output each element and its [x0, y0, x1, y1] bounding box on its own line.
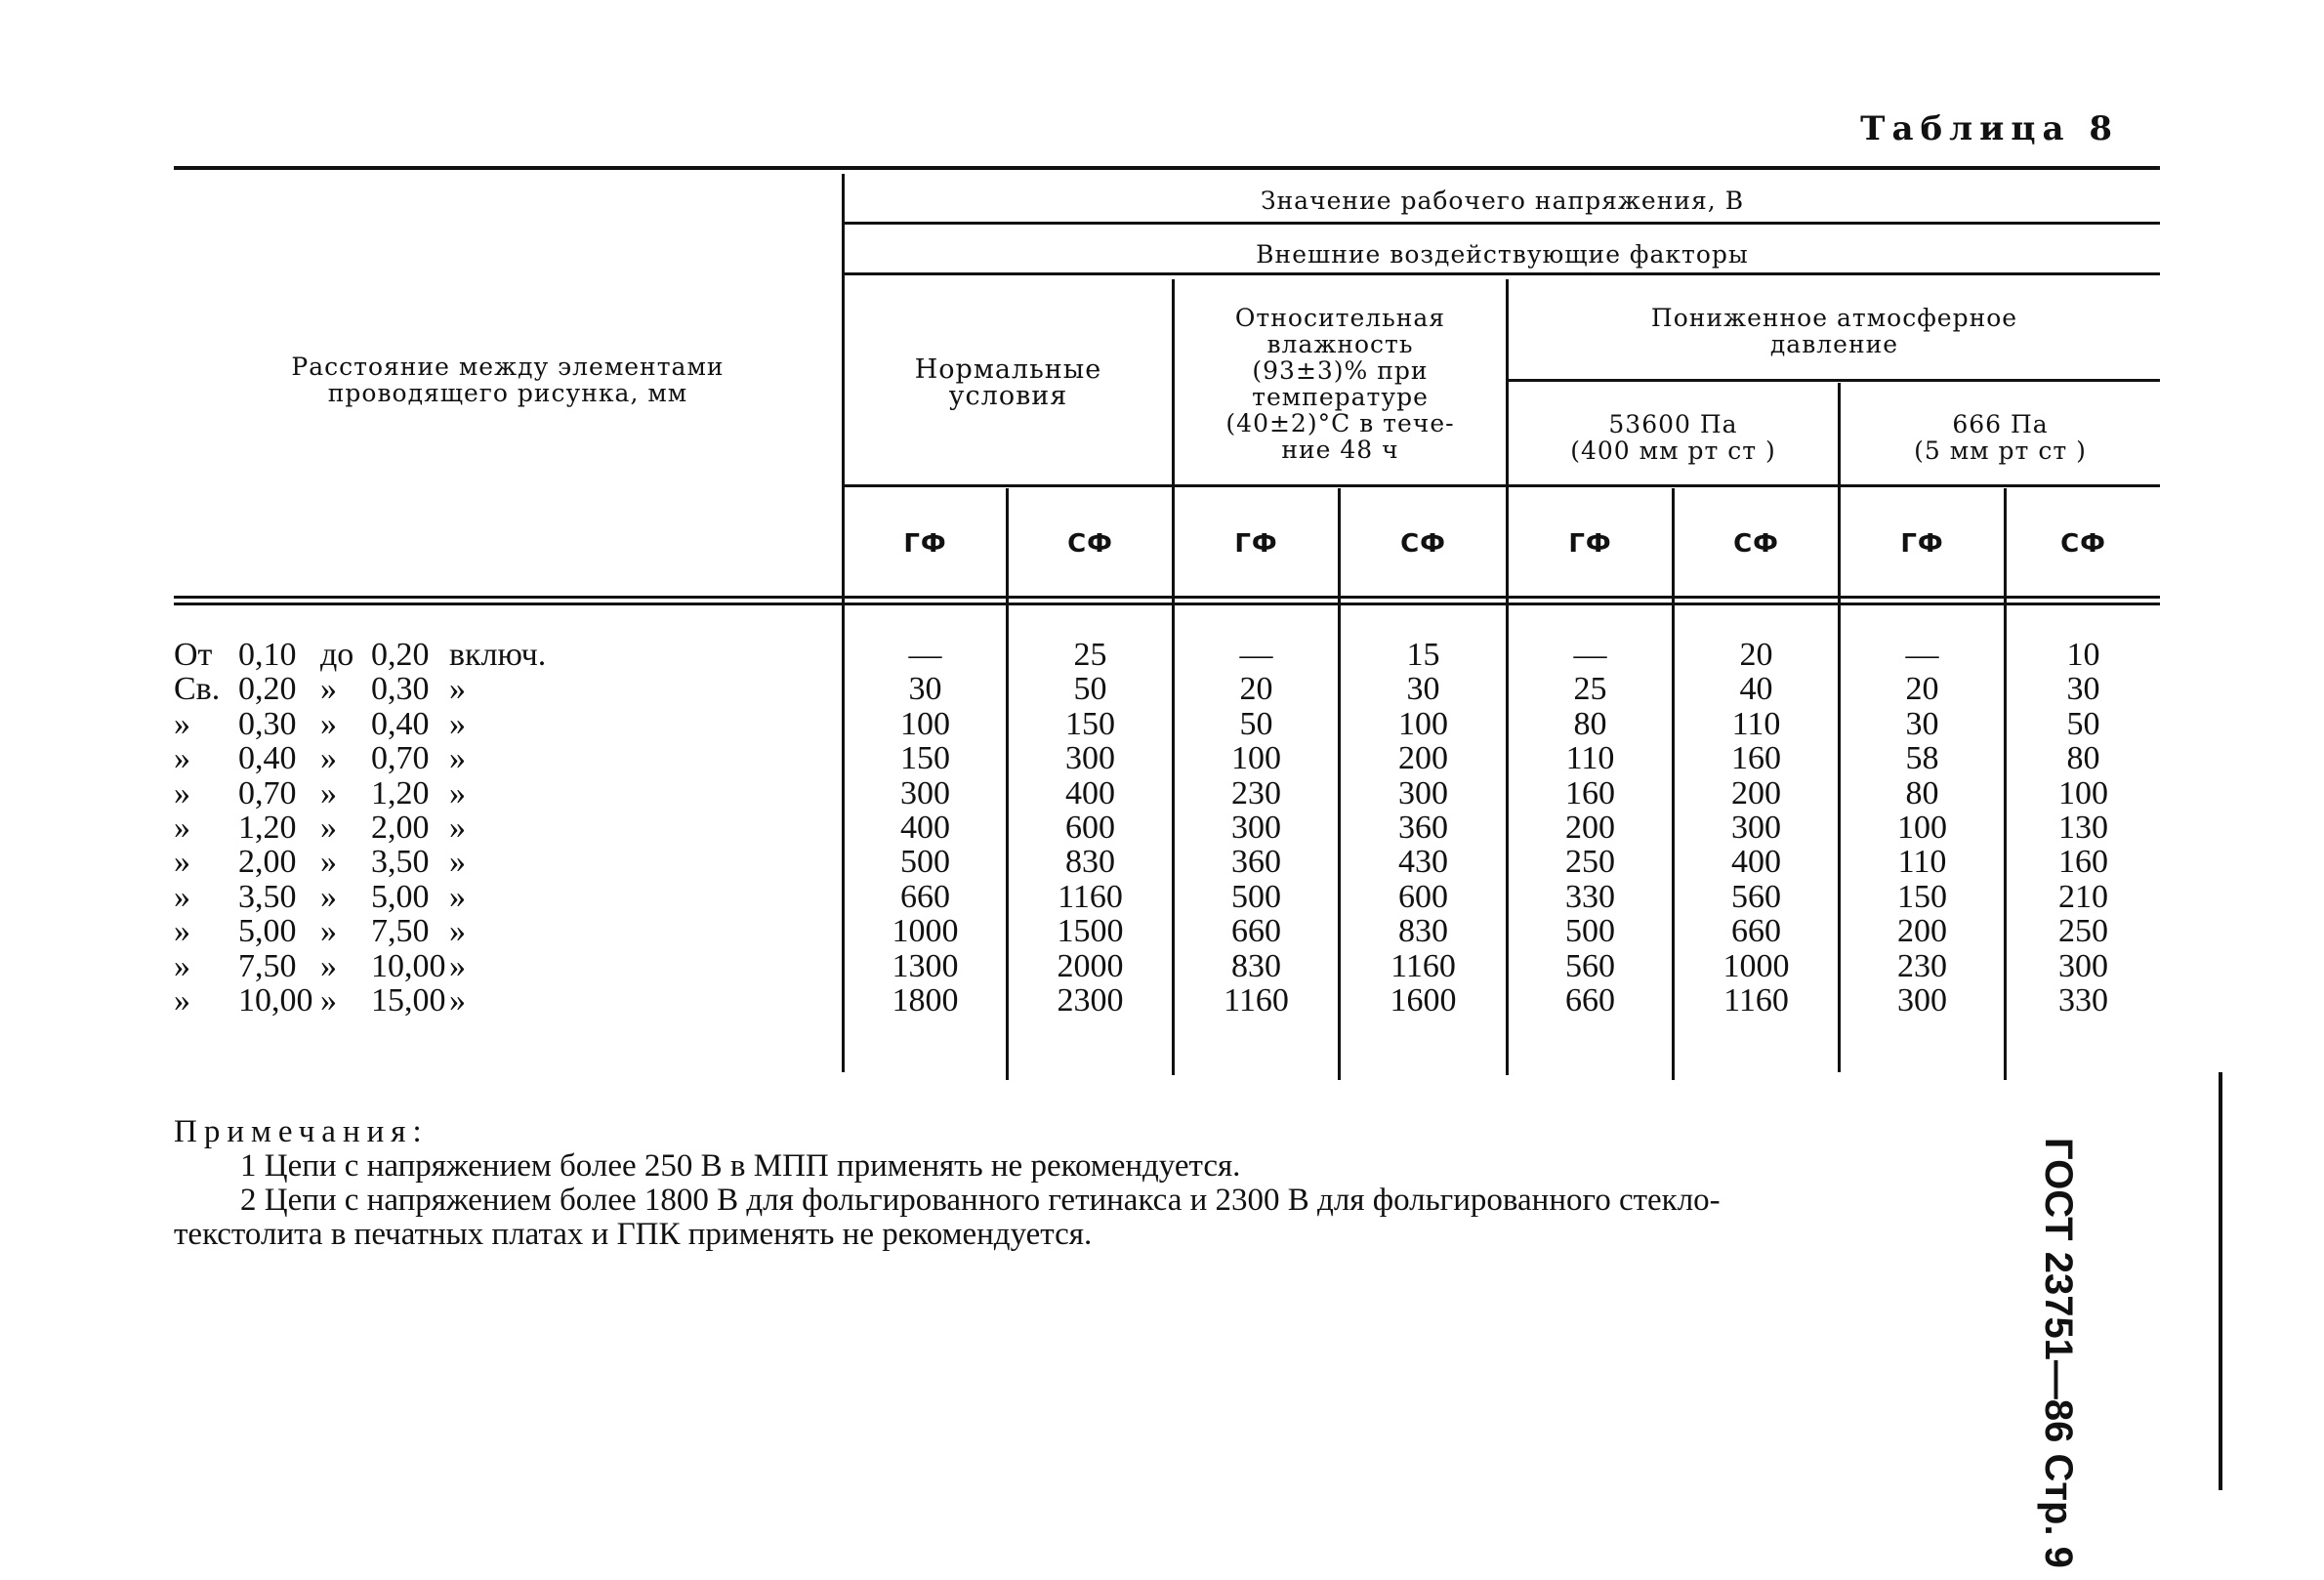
table-cell: 660: [1231, 913, 1281, 950]
row-label-part: »: [320, 774, 337, 811]
row-label-part: »: [320, 982, 337, 1019]
table-cell: 1000: [1722, 947, 1790, 984]
row-label-part: »: [449, 982, 466, 1019]
table-cell: 25: [1573, 671, 1607, 708]
header-humidity: Относительная влажность (93±3)% при температуре (40±2)°С в тече- ние 48 ч: [1225, 304, 1455, 464]
table-cell: 100: [2058, 774, 2108, 811]
row-label: [174, 915, 525, 948]
table-cell: 130: [2058, 810, 2108, 846]
table-cell: 100: [1897, 810, 1947, 846]
table-cell: 660: [1565, 982, 1615, 1019]
row-label: [174, 705, 525, 742]
table-cell: 330: [1565, 878, 1615, 915]
row-label-part: Св.: [174, 671, 221, 708]
row-label-part: включ.: [449, 637, 547, 673]
table-cell: —: [1573, 637, 1607, 673]
header-double-rule-2: [174, 603, 2160, 605]
row-label-part: »: [449, 913, 466, 950]
row-label-part: 0,30: [371, 671, 430, 708]
table-cell: 200: [1398, 740, 1448, 777]
row-label-part: 5,00: [238, 913, 297, 950]
table-cell: 300: [1231, 810, 1281, 846]
subheader-gf-normal: ГФ: [903, 529, 947, 559]
table-cell: 210: [2058, 878, 2108, 915]
table-cell: 300: [1897, 982, 1947, 1019]
row-label: [174, 878, 525, 915]
table-cell: 50: [1073, 671, 1107, 708]
table-cell: 250: [2058, 913, 2108, 950]
table-cell: 400: [1731, 844, 1781, 881]
table-cell: 25: [1073, 637, 1107, 673]
header-factors: Внешние воздействующие факторы: [1256, 240, 1749, 269]
row-label-part: »: [320, 844, 337, 881]
row-label-part: »: [320, 947, 337, 984]
table-cell: 150: [1897, 878, 1947, 915]
row-label-part: »: [449, 740, 466, 777]
table-cell: 830: [1231, 947, 1281, 984]
row-label-part: 7,50: [371, 913, 430, 950]
row-label-part: 7,50: [238, 947, 297, 984]
note-1: 1 Цепи с напряжением более 250 В в МПП применять не рекомендуется.: [240, 1148, 1241, 1184]
subheader-sf-normal: СФ: [1067, 529, 1113, 559]
table-cell: 1300: [892, 947, 959, 984]
table-cell: 1500: [1057, 913, 1124, 950]
row-label: [174, 984, 525, 1018]
row-label-part: 10,00: [371, 947, 446, 984]
row-label-part: 0,20: [371, 637, 430, 673]
rule-under-factors: [845, 272, 2160, 275]
header-double-rule-1: [174, 596, 2160, 599]
subheader-gf-humidity: ГФ: [1234, 529, 1278, 559]
row-label: [174, 673, 525, 706]
table-cell: 600: [1065, 810, 1115, 846]
subheader-gf-666: ГФ: [1900, 529, 1944, 559]
row-label-part: »: [449, 878, 466, 915]
row-label-part: 0,70: [371, 740, 430, 777]
table-cell: 230: [1231, 774, 1281, 811]
table-cell: 80: [2066, 740, 2100, 777]
row-label-part: »: [449, 947, 466, 984]
table-cell: 40: [1739, 671, 1773, 708]
table-cell: 830: [1398, 913, 1448, 950]
header-pressure: Пониженное атмосферное давление: [1650, 304, 2018, 358]
table-cell: 30: [2066, 671, 2100, 708]
table-cell: 1600: [1390, 982, 1457, 1019]
row-label-part: »: [174, 705, 190, 742]
table-cell: 200: [1731, 774, 1781, 811]
table-cell: 300: [1731, 810, 1781, 846]
table-cell: 160: [1565, 774, 1615, 811]
table-cell: 400: [900, 810, 950, 846]
note-2: 2 Цепи с напряжением более 1800 В для фольгированного гетинакса и 2300 В для фольгированного стекло-: [240, 1183, 1721, 1218]
table-cell: 300: [1398, 774, 1448, 811]
table-cell: 50: [2066, 705, 2100, 742]
table-cell: 30: [908, 671, 942, 708]
table-cell: 110: [1897, 844, 1947, 881]
row-label-part: »: [449, 671, 466, 708]
subheader-gf-53600: ГФ: [1568, 529, 1612, 559]
row-label-part: »: [449, 774, 466, 811]
table-cell: 20: [1905, 671, 1939, 708]
row-label-part: »: [174, 774, 190, 811]
subheader-sf-53600: СФ: [1733, 529, 1779, 559]
table-cell: 30: [1406, 671, 1440, 708]
table-cell: 50: [1239, 705, 1273, 742]
page-header-label: ГОСТ 23751—86 Стр. 9: [2037, 1138, 2080, 1568]
table-cell: 200: [1565, 810, 1615, 846]
table-cell: 100: [1398, 705, 1448, 742]
row-label-part: »: [320, 810, 337, 846]
notes: [174, 1115, 2156, 1252]
table-cell: 250: [1565, 844, 1615, 881]
row-label-part: 0,40: [238, 740, 297, 777]
row-label-part: »: [174, 844, 190, 881]
table-cell: 600: [1398, 878, 1448, 915]
row-label-part: 3,50: [371, 844, 430, 881]
row-label-part: »: [449, 810, 466, 846]
table-cell: 660: [1731, 913, 1781, 950]
row-label-part: »: [320, 913, 337, 950]
table-cell: 100: [900, 705, 950, 742]
table-cell: 150: [1065, 705, 1115, 742]
row-label-part: »: [174, 740, 190, 777]
table-cell: 1160: [1058, 878, 1123, 915]
subheader-sf-humidity: СФ: [1400, 529, 1446, 559]
table-cell: 58: [1905, 740, 1939, 777]
header-pressure-53600: 53600 Па (400 мм рт ст ): [1570, 410, 1776, 465]
table-cell: 110: [1565, 740, 1615, 777]
table-cell: 400: [1065, 774, 1115, 811]
header-voltage: Значение рабочего напряжения, В: [1260, 187, 1745, 215]
row-label-part: 0,70: [238, 774, 297, 811]
table-cell: 1160: [1224, 982, 1289, 1019]
table-cell: 230: [1897, 947, 1947, 984]
table-cell: —: [1239, 637, 1273, 673]
note-2-continued: текстолита в печатных платах и ГПК применять не рекомендуется.: [174, 1217, 1093, 1252]
row-label-part: 15,00: [371, 982, 446, 1019]
table-cell: 100: [1231, 740, 1281, 777]
row-label: [174, 811, 525, 845]
table-cell: 300: [2058, 947, 2108, 984]
rule-under-voltage: [845, 222, 2160, 225]
row-label-part: 10,00: [238, 982, 313, 1019]
row-label-part: »: [174, 878, 190, 915]
table-cell: 15: [1406, 637, 1440, 673]
row-label: [174, 846, 525, 879]
row-label-part: 1,20: [371, 774, 430, 811]
table-cell: 660: [900, 878, 950, 915]
row-label-part: »: [174, 810, 190, 846]
table-cell: 110: [1731, 705, 1781, 742]
row-label-part: 0,20: [238, 671, 297, 708]
row-label-part: От: [174, 637, 213, 673]
top-rule: [174, 166, 2160, 170]
table-cell: —: [1905, 637, 1939, 673]
table-cell: 430: [1398, 844, 1448, 881]
row-label-part: до: [320, 637, 354, 673]
table-cell: 500: [1565, 913, 1615, 950]
table-cell: —: [908, 637, 942, 673]
rule-under-conditions: [845, 484, 2160, 487]
table-cell: 1160: [1390, 947, 1456, 984]
row-label-part: 0,40: [371, 705, 430, 742]
table-cell: 300: [900, 774, 950, 811]
table-cell: 2300: [1057, 982, 1124, 1019]
header-pressure-666: 666 Па (5 мм рт ст ): [1914, 410, 2087, 465]
table-cell: 30: [1905, 705, 1939, 742]
table-cell: 20: [1739, 637, 1773, 673]
table-cell: 160: [2058, 844, 2108, 881]
table-cell: 560: [1731, 878, 1781, 915]
row-label-part: »: [320, 671, 337, 708]
table-cell: 20: [1239, 671, 1273, 708]
table-cell: 330: [2058, 982, 2108, 1019]
row-label-part: »: [174, 913, 190, 950]
header-normal: Нормальные условия: [914, 354, 1102, 411]
table-cell: 160: [1731, 740, 1781, 777]
table-cell: 10: [2066, 637, 2100, 673]
row-label-part: »: [320, 740, 337, 777]
row-label: [174, 774, 525, 811]
row-label-part: 5,00: [371, 878, 430, 915]
row-label: [174, 947, 525, 984]
rule-under-pressure: [1509, 379, 2160, 382]
table-cell: 300: [1065, 740, 1115, 777]
table-cell: 80: [1905, 774, 1939, 811]
notes-title: Примечания:: [174, 1114, 429, 1149]
row-label-part: »: [449, 844, 466, 881]
table-cell: 830: [1065, 844, 1115, 881]
subheader-sf-666: СФ: [2060, 529, 2106, 559]
table-cell: 560: [1565, 947, 1615, 984]
side-rule: [2219, 1072, 2222, 1490]
table-title: Таблица 8: [1860, 109, 2119, 148]
table-cell: 500: [1231, 878, 1281, 915]
row-label-part: 1,20: [238, 810, 297, 846]
table-cell: 360: [1398, 810, 1448, 846]
row-label: [174, 637, 547, 673]
row-label: [174, 742, 525, 775]
row-label-part: »: [320, 878, 337, 915]
row-label-part: 2,00: [238, 844, 297, 881]
row-label-part: »: [174, 947, 190, 984]
table-cell: 1160: [1723, 982, 1789, 1019]
row-label-part: 3,50: [238, 878, 297, 915]
table-cell: 1000: [892, 913, 959, 950]
table-cell: 1800: [892, 982, 959, 1019]
table-cell: 150: [900, 740, 950, 777]
table-cell: 2000: [1057, 947, 1124, 984]
table-cell: 500: [900, 844, 950, 881]
table-cell: 80: [1573, 705, 1607, 742]
row-label-part: 0,30: [238, 705, 297, 742]
header-distance: Расстояние между элементами проводящего рисунка, мм: [291, 353, 725, 407]
table-cell: 360: [1231, 844, 1281, 881]
row-label-part: »: [174, 982, 190, 1019]
row-label-part: 0,10: [238, 637, 297, 673]
row-label-part: »: [320, 705, 337, 742]
row-label-part: 2,00: [371, 810, 430, 846]
table-cell: 200: [1897, 913, 1947, 950]
row-label-part: »: [449, 705, 466, 742]
